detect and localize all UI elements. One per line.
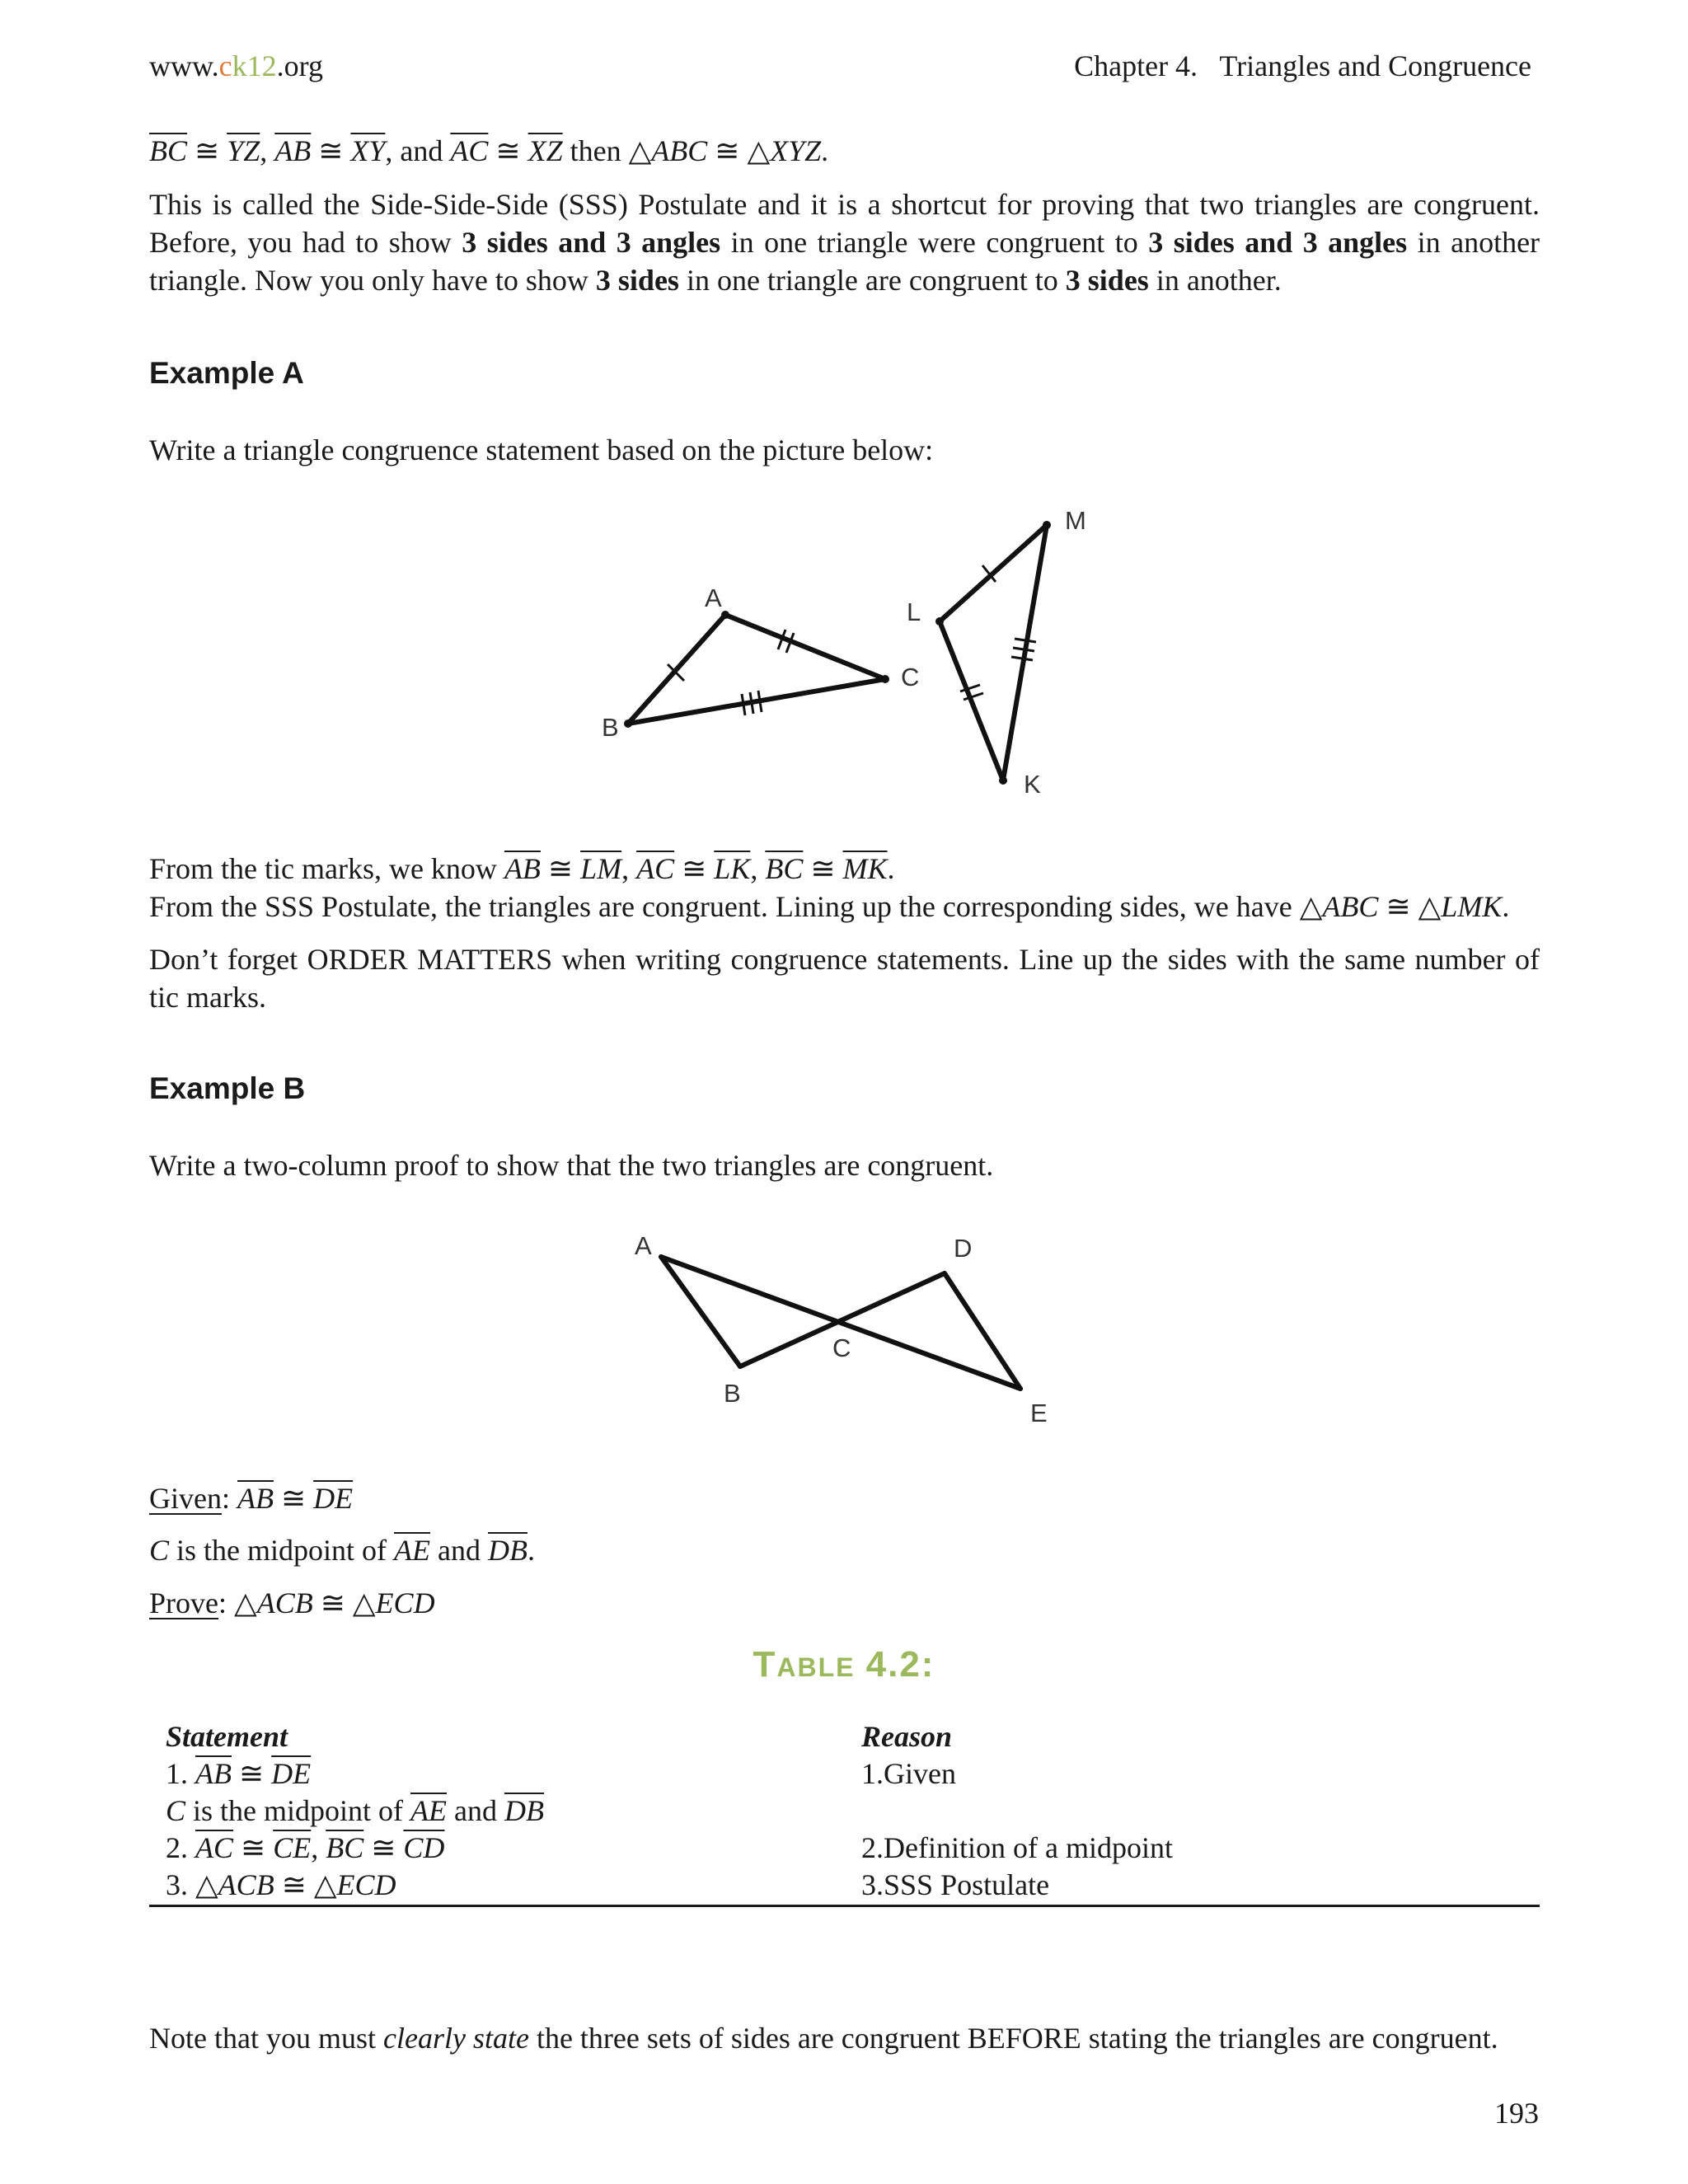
- order-matters-note: Don’t forget ORDER MATTERS when writing congruence statements. Line up the sides with the same number of tic marks.: [149, 943, 1540, 1014]
- label-c: C: [832, 1333, 851, 1362]
- tick-mark: [758, 691, 762, 712]
- segment: $\overline{DB}$: [487, 1534, 528, 1567]
- segment: $\overline{XY}$: [350, 134, 386, 167]
- congruent-symbol: ≅: [195, 134, 220, 167]
- segment-lk: [940, 621, 1003, 780]
- statement-cell: [166, 1830, 444, 1867]
- caption-number: 4.2:: [865, 1644, 935, 1685]
- segment: $\overline{AE}$: [394, 1534, 430, 1567]
- period: .: [887, 852, 895, 885]
- example-b-figure: [610, 1220, 1071, 1434]
- table-caption: [0, 1644, 1688, 1685]
- text: is the midpoint of: [193, 1794, 404, 1827]
- comma: ,: [260, 134, 268, 167]
- url-prefix: www.: [149, 49, 219, 82]
- comma: ,: [750, 852, 758, 885]
- label-k: K: [1024, 770, 1041, 799]
- segment: $\overline{AE}$: [410, 1794, 447, 1827]
- segment: $\overline{AB}$: [237, 1482, 274, 1515]
- tick-mark: [1015, 639, 1036, 642]
- congruent-symbol: ≅: [318, 134, 344, 167]
- word: then: [570, 134, 621, 167]
- segment: $\overline{AB}$: [274, 134, 312, 167]
- example-a-explanation-cont: [149, 850, 1540, 888]
- bold-text: 3 sides: [1065, 264, 1149, 297]
- triangle: △ECD: [352, 1586, 435, 1619]
- period: .: [821, 134, 829, 167]
- url-suffix: .org: [276, 49, 323, 82]
- example-b-heading: Example B: [149, 1071, 306, 1105]
- word: and: [400, 134, 443, 167]
- tick-mark: [1011, 657, 1033, 660]
- table-header-row: [149, 1718, 1540, 1755]
- segment-ac: [725, 615, 885, 679]
- text: in one triangle are congruent to: [686, 264, 1058, 297]
- row-number: 3.: [166, 1868, 188, 1901]
- given-label: Given: [149, 1482, 222, 1515]
- table-row: [149, 1755, 1540, 1793]
- statement-cell: [166, 1793, 544, 1830]
- column-header-reason: Reason: [861, 1720, 953, 1753]
- congruent-symbol: ≅: [371, 1831, 396, 1864]
- congruent-symbol: ≅: [281, 1868, 307, 1901]
- segment: $\overline{BC}$: [149, 134, 188, 167]
- label-l: L: [907, 598, 921, 626]
- bold-text: 3 sides and 3 angles: [462, 226, 721, 259]
- label-m: M: [1065, 506, 1086, 535]
- point-c: [881, 675, 889, 683]
- table-row: [149, 1830, 1540, 1867]
- tick-mark: [750, 692, 753, 714]
- triangle: △ABC: [628, 134, 708, 167]
- triangle: △ABC: [1299, 890, 1379, 923]
- header-url[interactable]: [149, 47, 323, 85]
- midpoint-line: [149, 1531, 535, 1569]
- example-a-prompt: Write a triangle congruence statement based on the picture below:: [149, 434, 934, 466]
- text: in one triangle were congruent to: [730, 226, 1138, 259]
- statement-cell: [166, 1867, 396, 1904]
- comma: ,: [621, 852, 630, 885]
- segment: $\overline{LM}$: [580, 852, 622, 885]
- label-a: A: [705, 583, 722, 612]
- sss-paragraph: [149, 185, 1540, 299]
- point-b: [624, 719, 632, 728]
- point-k: [999, 776, 1007, 785]
- segment: $\overline{BC}$: [765, 852, 804, 885]
- label-b: B: [602, 713, 619, 742]
- triangle: △XYZ: [747, 134, 822, 167]
- table-row: [149, 1867, 1540, 1904]
- period: .: [1502, 890, 1510, 923]
- period: .: [527, 1534, 535, 1567]
- segment: $\overline{DE}$: [271, 1757, 312, 1790]
- congruent-symbol: ≅: [320, 1586, 345, 1619]
- label-b: B: [724, 1379, 741, 1408]
- congruent-symbol: ≅: [241, 1831, 266, 1864]
- segment: $\overline{XZ}$: [528, 134, 563, 167]
- segment: $\overline{CE}$: [273, 1831, 312, 1864]
- text: the three sets of sides are congruent BEFORE stating the triangles are congruent.: [536, 2022, 1498, 2055]
- segment-bc: [628, 679, 885, 724]
- column-header-statement: Statement: [166, 1720, 288, 1753]
- comma: ,: [385, 134, 393, 167]
- statement-cell: [166, 1755, 311, 1793]
- congruent-symbol: ≅: [238, 1757, 265, 1790]
- segment: $\overline{MK}$: [842, 852, 888, 885]
- segment-mk: [1003, 525, 1047, 780]
- example-a-figure: [577, 503, 1154, 808]
- word: and: [438, 1534, 481, 1567]
- triangle: △LMK: [1418, 890, 1503, 923]
- segment: $\overline{YZ}$: [227, 134, 260, 167]
- tick-mark: [1013, 648, 1034, 651]
- text: Note that you must: [149, 2022, 376, 2055]
- segment: $\overline{DB}$: [504, 1794, 544, 1827]
- colon: :: [221, 1482, 230, 1515]
- segment: $\overline{DE}$: [313, 1482, 354, 1515]
- congruent-symbol: ≅: [810, 852, 836, 885]
- example-a-heading: Example A: [149, 356, 304, 390]
- closing-note: [149, 2019, 1498, 2057]
- caption-initial: T: [753, 1644, 777, 1685]
- segment: $\overline{LK}$: [714, 852, 751, 885]
- segment: $\overline{AB}$: [195, 1757, 232, 1790]
- segment: $\overline{AC}$: [636, 852, 675, 885]
- example-a-conclusion: [149, 888, 1509, 926]
- point-l: [935, 617, 944, 626]
- text: is the midpoint of: [176, 1534, 387, 1567]
- sss-statement: [149, 132, 828, 170]
- congruent-symbol: ≅: [682, 852, 707, 885]
- congruent-symbol: ≅: [1386, 890, 1411, 923]
- proof-table: [149, 1718, 1540, 1904]
- text: From the tic marks, we know: [149, 852, 497, 885]
- label-a: A: [635, 1231, 652, 1260]
- given-line: [149, 1479, 353, 1517]
- prove-label: Prove: [149, 1586, 218, 1619]
- row-number: 2.: [166, 1831, 188, 1864]
- label-e: E: [1030, 1399, 1048, 1427]
- triangle: △ACB: [234, 1586, 313, 1619]
- page-number: 193: [1494, 2097, 1539, 2130]
- text: This is called the Side-Side-Side (SSS) Postulate and it is a shortcut for proving that two triangles are congruent. Before, you had to show: [149, 188, 1540, 259]
- congruent-symbol: ≅: [280, 1482, 307, 1515]
- congruent-symbol: ≅: [547, 852, 574, 885]
- bold-text: 3 sides: [595, 264, 679, 297]
- segment: $\overline{AB}$: [504, 852, 541, 885]
- comma: ,: [311, 1831, 319, 1864]
- brand-c: c: [218, 49, 232, 82]
- tick-mark: [742, 694, 745, 715]
- congruent-symbol: ≅: [495, 134, 521, 167]
- congruent-symbol: ≅: [715, 134, 740, 167]
- point-m: [1043, 521, 1051, 529]
- label-d: D: [954, 1234, 973, 1263]
- colon: :: [218, 1586, 227, 1619]
- prove-line: [149, 1584, 435, 1622]
- row-number: 1.: [166, 1757, 188, 1790]
- text: in another triangle. Now you only have to show: [149, 226, 1540, 297]
- label-c: C: [901, 663, 920, 691]
- point-name: C: [149, 1534, 170, 1567]
- reason-cell: 2.Definition of a midpoint: [861, 1831, 1173, 1864]
- reason-cell: 3.SSS Postulate: [861, 1868, 1050, 1901]
- chapter-title: Chapter 4. Triangles and Congruence: [1074, 49, 1531, 82]
- segment: $\overline{AC}$: [195, 1831, 234, 1864]
- bold-text: 3 sides and 3 angles: [1148, 226, 1408, 259]
- table-row: [149, 1793, 1540, 1830]
- segment: $\overline{CD}$: [403, 1831, 445, 1864]
- triangle: △ACB: [195, 1868, 274, 1901]
- text: in another.: [1156, 264, 1282, 297]
- brand-k12: k12: [232, 49, 277, 82]
- point-a: [721, 611, 729, 619]
- reason-cell: 1.Given: [861, 1757, 956, 1790]
- point-name: C: [166, 1794, 186, 1827]
- example-b-prompt: Write a two-column proof to show that the two triangles are congruent.: [149, 1149, 994, 1182]
- emphasis-text: clearly state: [382, 2022, 529, 2055]
- text: From the SSS Postulate, the triangles are congruent. Lining up the corresponding sides, we have: [149, 890, 1292, 923]
- word: and: [454, 1794, 497, 1827]
- segment: $\overline{AC}$: [450, 134, 489, 167]
- segment-de: [945, 1273, 1020, 1389]
- table-bottom-rule: [149, 1905, 1540, 1907]
- segment: $\overline{BC}$: [326, 1831, 364, 1864]
- caption-rest: ABLE: [776, 1652, 856, 1682]
- triangle: △ECD: [313, 1868, 396, 1901]
